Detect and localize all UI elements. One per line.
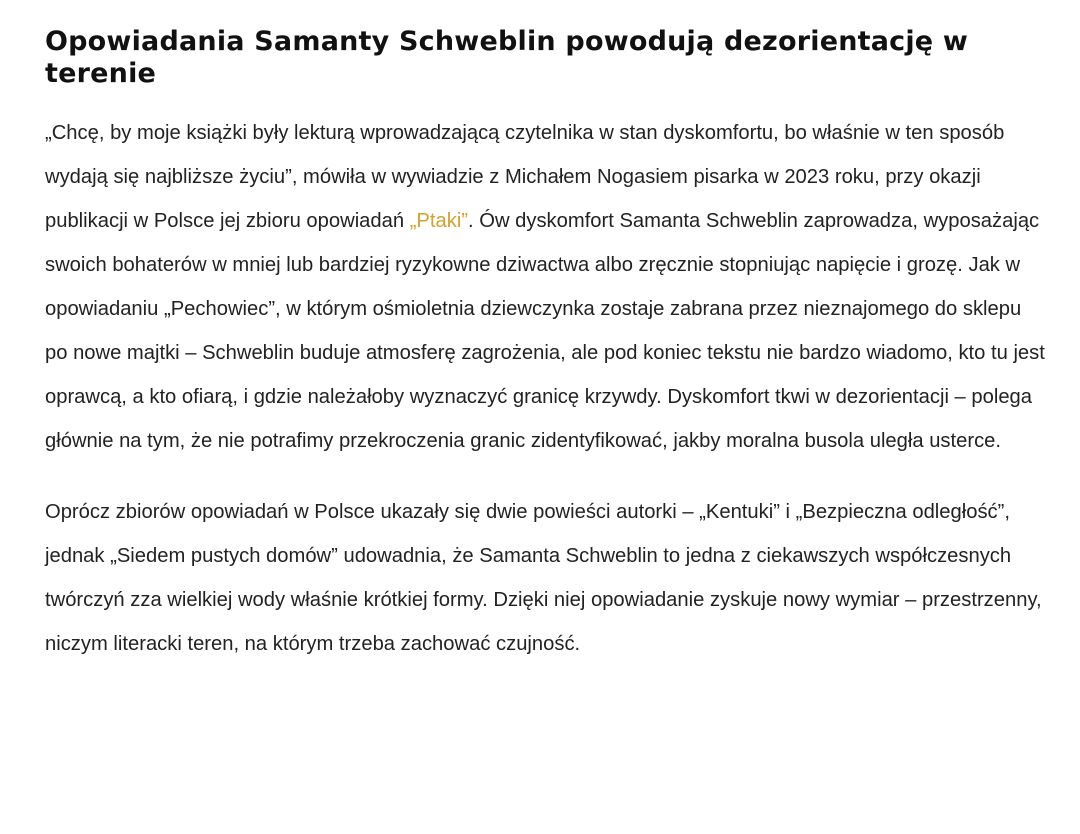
article: [45, 26, 1045, 666]
paragraph-1-text-start: „Chcę, by moje książki były lekturą wprowadzającą czytelnika w stan dyskomfortu, bo właśnie w ten sposób wydają się najbliższe życiu”, mówiła w wywiadzie z Michałem Nogasiem pisarka w 2023 roku, przy okazji publikacji w Polsce jej zbioru opowiadań: [45, 122, 1005, 232]
ptaki-link[interactable]: „Ptaki”: [409, 210, 469, 232]
article-title: Opowiadania Samanty Schweblin powodują dezorientację w terenie: [45, 26, 969, 89]
paragraph-1: [45, 111, 1045, 463]
paragraph-2: Oprócz zbiorów opowiadań w Polsce ukazały się dwie powieści autorki – „Kentuki” i „Bezpieczna odległość”, jednak „Siedem pustych domów” udowadnia, że Samanta Schweblin to jedna z ciekawszych współczesnych twórczyń zza wielkiej wody właśnie krótkiej formy. Dzięki niej opowiadanie zyskuje nowy wymiar – przestrzenny, niczym literacki teren, na którym trzeba zachować czujność.: [45, 501, 1042, 655]
paragraph-1-text-end: . Ów dyskomfort Samanta Schweblin zaprowadza, wyposażając swoich bohaterów w mniej lub bardziej ryzykowne dziwactwa albo zręcznie stopniując napięcie i grozę. Jak w opowiadaniu „Pechowiec”, w którym ośmioletnia dziewczynka zostaje zabrana przez nieznajomego do sklepu po nowe majtki – Schweblin buduje atmosferę zagrożenia, ale pod koniec tekstu nie bardzo wiadomo, kto tu jest oprawcą, a kto ofiarą, i gdzie należałoby wyznaczyć granicę krzywdy. Dyskomfort tkwi w dezorientacji – polega głównie na tym, że nie potrafimy przekroczenia granic zidentyfikować, jakby moralna busola uległa usterce.: [45, 210, 1045, 452]
